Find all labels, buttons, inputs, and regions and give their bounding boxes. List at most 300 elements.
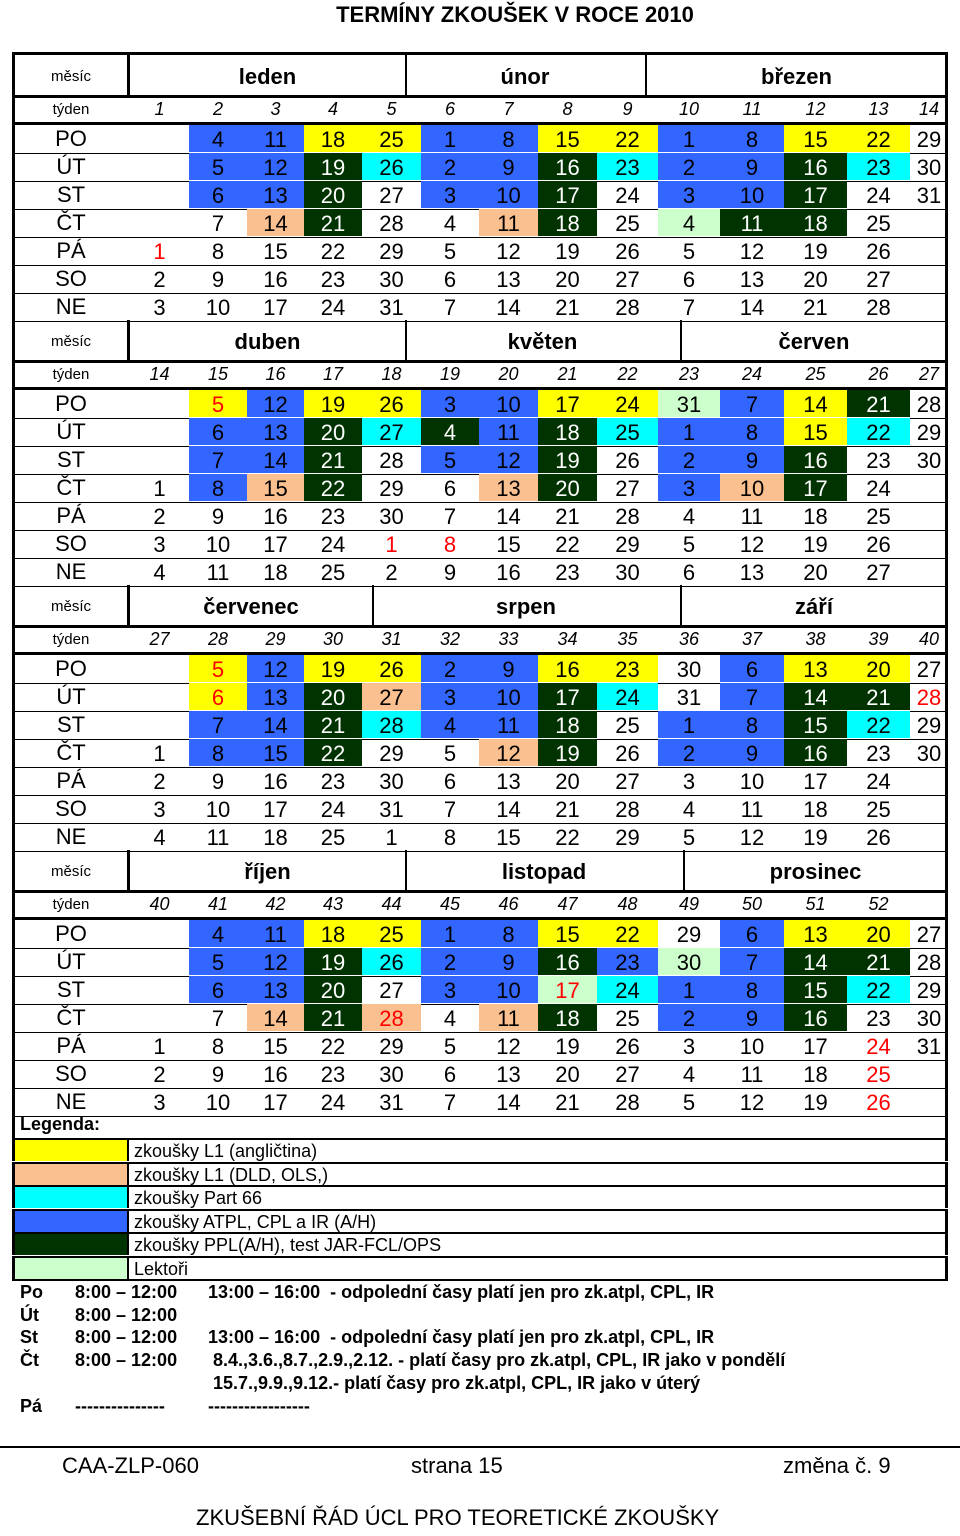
day-label: ÚT — [56, 949, 86, 974]
month-divider — [680, 320, 682, 360]
day-cell: 25 — [866, 504, 891, 529]
month-divider — [680, 585, 682, 625]
day-cell: 8 — [211, 1034, 225, 1059]
day-cell: 12 — [247, 153, 304, 180]
day-cell: 5 — [189, 655, 247, 682]
day-label: SO — [55, 266, 87, 291]
day-cell: 11 — [479, 711, 538, 738]
day-cell: 29 — [916, 978, 942, 1003]
day-cell: 24 — [866, 183, 891, 208]
day-cell: 3 — [658, 181, 720, 208]
day-cell: 27 — [615, 1062, 640, 1087]
day-label: PO — [55, 391, 87, 416]
day-cell: 6 — [443, 769, 457, 794]
day-cell — [130, 948, 189, 975]
day-row — [15, 181, 945, 210]
day-label: PÁ — [56, 503, 86, 528]
day-cell: 2 — [385, 560, 398, 585]
day-cell: 3 — [682, 769, 696, 794]
day-cell: 28 — [916, 950, 942, 975]
week-number: 25 — [805, 364, 826, 384]
day-cell: 23 — [320, 769, 346, 794]
month-row — [15, 320, 945, 363]
day-cell: 7 — [443, 504, 457, 529]
day-label: ST — [56, 977, 86, 1002]
day-cell: 26 — [615, 1034, 640, 1059]
day-cell: 11 — [740, 797, 764, 822]
day-cell: 13 — [496, 769, 521, 794]
day-cell: 10 — [479, 390, 538, 417]
month-row — [15, 585, 945, 628]
day-cell — [910, 265, 948, 292]
day-cell: 5 — [682, 532, 696, 557]
day-cell: 8 — [720, 125, 784, 152]
legend-item — [12, 1256, 948, 1281]
day-row — [15, 739, 945, 768]
day-cell: 13 — [479, 474, 538, 501]
week-number: 49 — [678, 894, 700, 914]
day-cell: 9 — [720, 446, 784, 473]
day-cell: 14 — [784, 948, 847, 975]
day-cell: 29 — [916, 127, 942, 152]
day-cell: 27 — [615, 267, 640, 292]
time-morning: 8:00 – 12:00 — [75, 1350, 178, 1370]
document-name: ZKUŠEBNÍ ŘÁD ÚCL PRO TEORETICKÉ ZKOUŠKY — [196, 1505, 720, 1530]
day-cell: 27 — [362, 683, 421, 710]
day-cell: 29 — [916, 713, 942, 738]
week-number: 27 — [918, 364, 940, 384]
day-cell: 19 — [803, 239, 828, 264]
day-cell: 12 — [247, 948, 304, 975]
day-cell: 15 — [538, 125, 597, 152]
day-cell: 15 — [784, 976, 847, 1003]
week-number: 8 — [562, 99, 573, 119]
day-cell: 19 — [803, 825, 828, 850]
day-cell: 20 — [304, 418, 362, 445]
day-cell: 23 — [597, 655, 658, 682]
day-cell: 9 — [479, 655, 538, 682]
day-cell: 26 — [615, 239, 640, 264]
legend-swatch — [15, 1234, 129, 1255]
day-cell: 9 — [443, 560, 457, 585]
day-cell: 26 — [615, 448, 640, 473]
day-cell: 8 — [189, 739, 247, 766]
day-cell: 17 — [538, 181, 597, 208]
week-number: 21 — [557, 364, 578, 384]
day-cell: 21 — [847, 683, 910, 710]
week-number: 22 — [617, 364, 638, 384]
day-cell: 24 — [320, 532, 346, 557]
day-cell — [130, 1004, 189, 1031]
day-label: NE — [55, 824, 87, 849]
time-morning: --------------- — [75, 1396, 165, 1416]
day-cell: 12 — [479, 446, 538, 473]
day-cell: 28 — [615, 504, 640, 529]
day-label: PO — [55, 656, 87, 681]
day-cell — [910, 767, 948, 794]
legend-text: zkoušky PPL(A/H), test JAR-FCL/OPS — [134, 1235, 442, 1255]
day-cell: 12 — [739, 825, 765, 850]
day-cell: 27 — [379, 183, 404, 208]
legend-swatch — [15, 1187, 129, 1208]
day-cell: 6 — [443, 1062, 457, 1087]
day-cell: 14 — [496, 504, 521, 529]
day-cell: 16 — [263, 769, 288, 794]
time-row — [20, 1350, 940, 1372]
week-number: 29 — [265, 629, 286, 649]
day-cell: 6 — [189, 976, 247, 1003]
day-cell: 14 — [496, 295, 521, 320]
day-cell: 11 — [479, 209, 538, 236]
week-number: 46 — [498, 894, 519, 914]
day-cell: 29 — [615, 825, 640, 850]
day-cell: 10 — [205, 1090, 231, 1115]
day-cell: 3 — [421, 976, 479, 1003]
month-divider — [372, 585, 374, 625]
day-cell: 4 — [682, 504, 696, 529]
legend-title: Legenda: — [20, 1114, 101, 1134]
day-cell — [910, 474, 948, 501]
day-cell: 6 — [443, 267, 457, 292]
day-cell: 14 — [496, 797, 521, 822]
day-cell: 21 — [304, 209, 362, 236]
week-number: 7 — [503, 99, 514, 119]
day-label: SO — [55, 531, 87, 556]
day-row — [15, 502, 945, 531]
day-cell: 10 — [479, 181, 538, 208]
day-cell: 16 — [263, 1062, 288, 1087]
month-name: prosinec — [769, 859, 862, 884]
week-number: 33 — [498, 629, 519, 649]
day-cell: 4 — [189, 125, 247, 152]
day-cell: 26 — [362, 948, 421, 975]
week-number: 5 — [386, 99, 397, 119]
week-number: 26 — [868, 364, 889, 384]
day-cell — [130, 153, 189, 180]
day-row — [15, 153, 945, 182]
day-cell: 13 — [247, 683, 304, 710]
day-cell: 18 — [784, 209, 847, 236]
day-cell: 20 — [803, 560, 828, 585]
day-cell: 5 — [189, 153, 247, 180]
day-cell: 20 — [304, 976, 362, 1003]
week-number: 51 — [805, 894, 826, 914]
day-cell: 12 — [247, 390, 304, 417]
day-cell: 22 — [847, 125, 910, 152]
day-cell — [130, 976, 189, 1003]
day-cell: 16 — [538, 153, 597, 180]
day-cell: 27 — [916, 657, 942, 682]
day-cell: 6 — [189, 683, 247, 710]
day-cell: 1 — [153, 239, 166, 264]
day-cell: 17 — [538, 390, 597, 417]
month-name: říjen — [244, 859, 291, 884]
week-number: 40 — [149, 894, 170, 914]
legend-text: zkoušky ATPL, CPL a IR (A/H) — [134, 1211, 377, 1232]
day-cell: 29 — [676, 922, 702, 947]
day-label: ČT — [56, 740, 86, 765]
day-cell: 15 — [538, 920, 597, 947]
day-cell: 10 — [739, 1034, 765, 1059]
day-cell: 4 — [421, 711, 479, 738]
day-cell: 9 — [720, 739, 784, 766]
day-cell: 6 — [189, 418, 247, 445]
day-cell: 28 — [866, 295, 891, 320]
day-cell: 29 — [379, 239, 404, 264]
day-cell: 31 — [658, 390, 720, 417]
day-cell: 18 — [304, 125, 362, 152]
day-cell: 6 — [682, 267, 696, 292]
day-cell: 13 — [247, 976, 304, 1003]
day-label: NE — [55, 559, 87, 584]
day-cell: 4 — [443, 211, 457, 236]
day-cell: 13 — [739, 560, 765, 585]
day-cell: 2 — [153, 267, 166, 292]
day-cell: 12 — [739, 1090, 765, 1115]
day-row — [15, 558, 945, 587]
day-cell: 17 — [263, 1090, 288, 1115]
day-row — [15, 683, 945, 712]
day-cell: 11 — [740, 1062, 764, 1087]
day-cell: 21 — [304, 446, 362, 473]
time-day: St — [20, 1327, 38, 1347]
week-number: 14 — [918, 99, 940, 119]
day-cell: 26 — [866, 532, 891, 557]
day-cell — [130, 683, 189, 710]
legend-item — [12, 1232, 948, 1255]
day-cell: 24 — [320, 1090, 346, 1115]
week-number: 19 — [439, 364, 461, 384]
day-cell: 11 — [206, 560, 230, 585]
exam-calendar — [12, 52, 948, 1140]
day-cell: 24 — [320, 295, 346, 320]
month-name: únor — [500, 64, 550, 89]
legend-item — [12, 1185, 948, 1208]
legend-item — [12, 1138, 948, 1161]
day-cell — [130, 711, 189, 738]
day-cell: 15 — [247, 474, 304, 501]
day-cell: 28 — [615, 1090, 640, 1115]
day-cell: 1 — [658, 976, 720, 1003]
day-cell: 26 — [866, 239, 891, 264]
day-cell: 8 — [479, 125, 538, 152]
day-cell: 22 — [320, 1034, 346, 1059]
week-number: 31 — [381, 629, 402, 649]
day-cell: 7 — [720, 948, 784, 975]
day-cell: 8 — [443, 825, 457, 850]
day-cell: 1 — [153, 1034, 166, 1059]
day-cell: 3 — [421, 683, 479, 710]
day-cell: 2 — [153, 769, 166, 794]
day-cell: 28 — [615, 797, 640, 822]
quarter-block — [15, 850, 945, 1115]
day-cell: 18 — [538, 418, 597, 445]
week-row — [15, 362, 945, 390]
day-cell: 5 — [443, 1034, 457, 1059]
day-cell: 24 — [597, 390, 658, 417]
day-cell: 4 — [153, 825, 166, 850]
day-cell: 20 — [304, 181, 362, 208]
day-cell: 28 — [615, 295, 640, 320]
day-cell: 28 — [379, 211, 404, 236]
week-number: 13 — [868, 99, 889, 119]
day-row — [15, 418, 945, 447]
day-label: PO — [55, 921, 87, 946]
day-cell: 31 — [916, 183, 942, 208]
day-cell: 23 — [866, 1006, 891, 1031]
day-cell: 3 — [658, 474, 720, 501]
day-cell: 17 — [263, 295, 288, 320]
day-cell: 4 — [658, 209, 720, 236]
day-cell: 26 — [615, 741, 640, 766]
day-cell: 22 — [555, 825, 580, 850]
day-cell: 5 — [443, 741, 457, 766]
day-cell: 18 — [803, 1062, 828, 1087]
day-cell: 13 — [247, 418, 304, 445]
day-cell: 26 — [362, 153, 421, 180]
day-cell: 18 — [263, 560, 288, 585]
day-cell — [130, 446, 189, 473]
day-cell: 7 — [682, 295, 696, 320]
time-row — [20, 1282, 940, 1304]
day-cell: 9 — [720, 1004, 784, 1031]
day-cell: 22 — [847, 976, 910, 1003]
day-cell: 3 — [153, 532, 166, 557]
day-cell: 9 — [211, 267, 225, 292]
day-cell: 19 — [304, 948, 362, 975]
week-number: 10 — [678, 99, 700, 119]
week-number: 16 — [265, 364, 286, 384]
day-cell: 25 — [320, 560, 346, 585]
day-cell: 4 — [421, 418, 479, 445]
month-name: listopad — [501, 859, 587, 884]
day-cell: 28 — [916, 685, 942, 710]
day-label: PÁ — [56, 238, 86, 263]
week-number: 50 — [741, 894, 763, 914]
day-cell: 8 — [443, 532, 457, 557]
day-cell: 22 — [597, 125, 658, 152]
month-name: květen — [507, 329, 578, 354]
day-cell: 5 — [421, 446, 479, 473]
day-cell: 4 — [189, 920, 247, 947]
legend-swatch — [15, 1164, 129, 1185]
day-cell: 16 — [263, 267, 288, 292]
page-title: TERMÍNY ZKOUŠEK V ROCE 2010 — [336, 2, 694, 27]
day-cell: 11 — [247, 920, 304, 947]
day-cell: 22 — [304, 474, 362, 501]
month-name: červen — [778, 329, 850, 354]
legend-text: zkoušky L1 (DLD, OLS,) — [134, 1164, 329, 1185]
day-cell: 15 — [784, 418, 847, 445]
day-row — [15, 767, 945, 796]
week-number: 43 — [322, 894, 344, 914]
month-divider — [405, 850, 407, 890]
day-cell: 23 — [847, 153, 910, 180]
day-cell: 25 — [866, 1062, 891, 1087]
day-label: ST — [56, 712, 86, 737]
day-cell — [130, 390, 189, 417]
day-cell: 17 — [784, 181, 847, 208]
month-name: duben — [234, 329, 301, 354]
day-label: ST — [56, 447, 86, 472]
day-cell: 14 — [247, 209, 304, 236]
day-cell: 3 — [682, 1034, 696, 1059]
day-cell: 30 — [379, 267, 404, 292]
day-row — [15, 390, 945, 419]
day-cell: 9 — [479, 153, 538, 180]
week-number: 45 — [439, 894, 461, 914]
day-cell: 21 — [555, 295, 580, 320]
day-cell — [910, 823, 948, 850]
week-number: 36 — [678, 629, 700, 649]
day-cell: 14 — [496, 1090, 521, 1115]
document-code: CAA-ZLP-060 — [62, 1453, 199, 1478]
day-row — [15, 474, 945, 503]
day-cell: 29 — [379, 1034, 404, 1059]
day-label: ST — [56, 182, 86, 207]
week-number: 17 — [322, 364, 344, 384]
day-cell: 13 — [784, 655, 847, 682]
day-cell: 16 — [538, 948, 597, 975]
day-cell: 3 — [421, 181, 479, 208]
day-label: PO — [55, 126, 87, 151]
day-cell: 20 — [847, 655, 910, 682]
day-cell: 20 — [555, 1062, 580, 1087]
day-cell: 2 — [421, 153, 479, 180]
time-morning: 8:00 – 12:00 — [75, 1327, 178, 1347]
day-cell: 10 — [205, 532, 231, 557]
day-row — [15, 446, 945, 475]
day-cell: 23 — [320, 1062, 346, 1087]
day-cell: 19 — [803, 1090, 828, 1115]
day-label: ÚT — [56, 154, 86, 179]
day-cell: 6 — [189, 181, 247, 208]
day-cell — [910, 502, 948, 529]
day-cell: 30 — [916, 448, 942, 473]
day-cell: 24 — [866, 769, 891, 794]
day-cell — [130, 418, 189, 445]
day-cell: 26 — [362, 390, 421, 417]
quarter-block — [15, 55, 945, 320]
day-label: NE — [55, 294, 87, 319]
legend-swatch — [15, 1140, 129, 1161]
day-cell: 19 — [803, 532, 828, 557]
day-cell: 23 — [597, 948, 658, 975]
day-cell: 5 — [189, 948, 247, 975]
day-cell: 28 — [379, 448, 404, 473]
time-morning: 8:00 – 12:00 — [75, 1305, 178, 1325]
day-cell: 15 — [496, 532, 521, 557]
day-cell: 6 — [682, 560, 696, 585]
time-day: Po — [20, 1282, 44, 1302]
day-cell: 16 — [784, 1004, 847, 1031]
page-footer — [0, 1446, 960, 1536]
day-cell: 31 — [379, 1090, 404, 1115]
day-cell: 7 — [189, 446, 247, 473]
day-cell: 5 — [682, 239, 696, 264]
day-cell: 7 — [211, 1006, 225, 1031]
day-cell: 29 — [615, 532, 640, 557]
month-label: měsíc — [15, 850, 130, 890]
day-row — [15, 1060, 945, 1089]
day-cell: 11 — [720, 209, 784, 236]
month-name: leden — [238, 64, 297, 89]
day-cell: 2 — [658, 1004, 720, 1031]
day-cell: 14 — [247, 446, 304, 473]
day-cell: 13 — [496, 1062, 521, 1087]
day-cell: 8 — [479, 920, 538, 947]
day-cell: 27 — [362, 418, 421, 445]
